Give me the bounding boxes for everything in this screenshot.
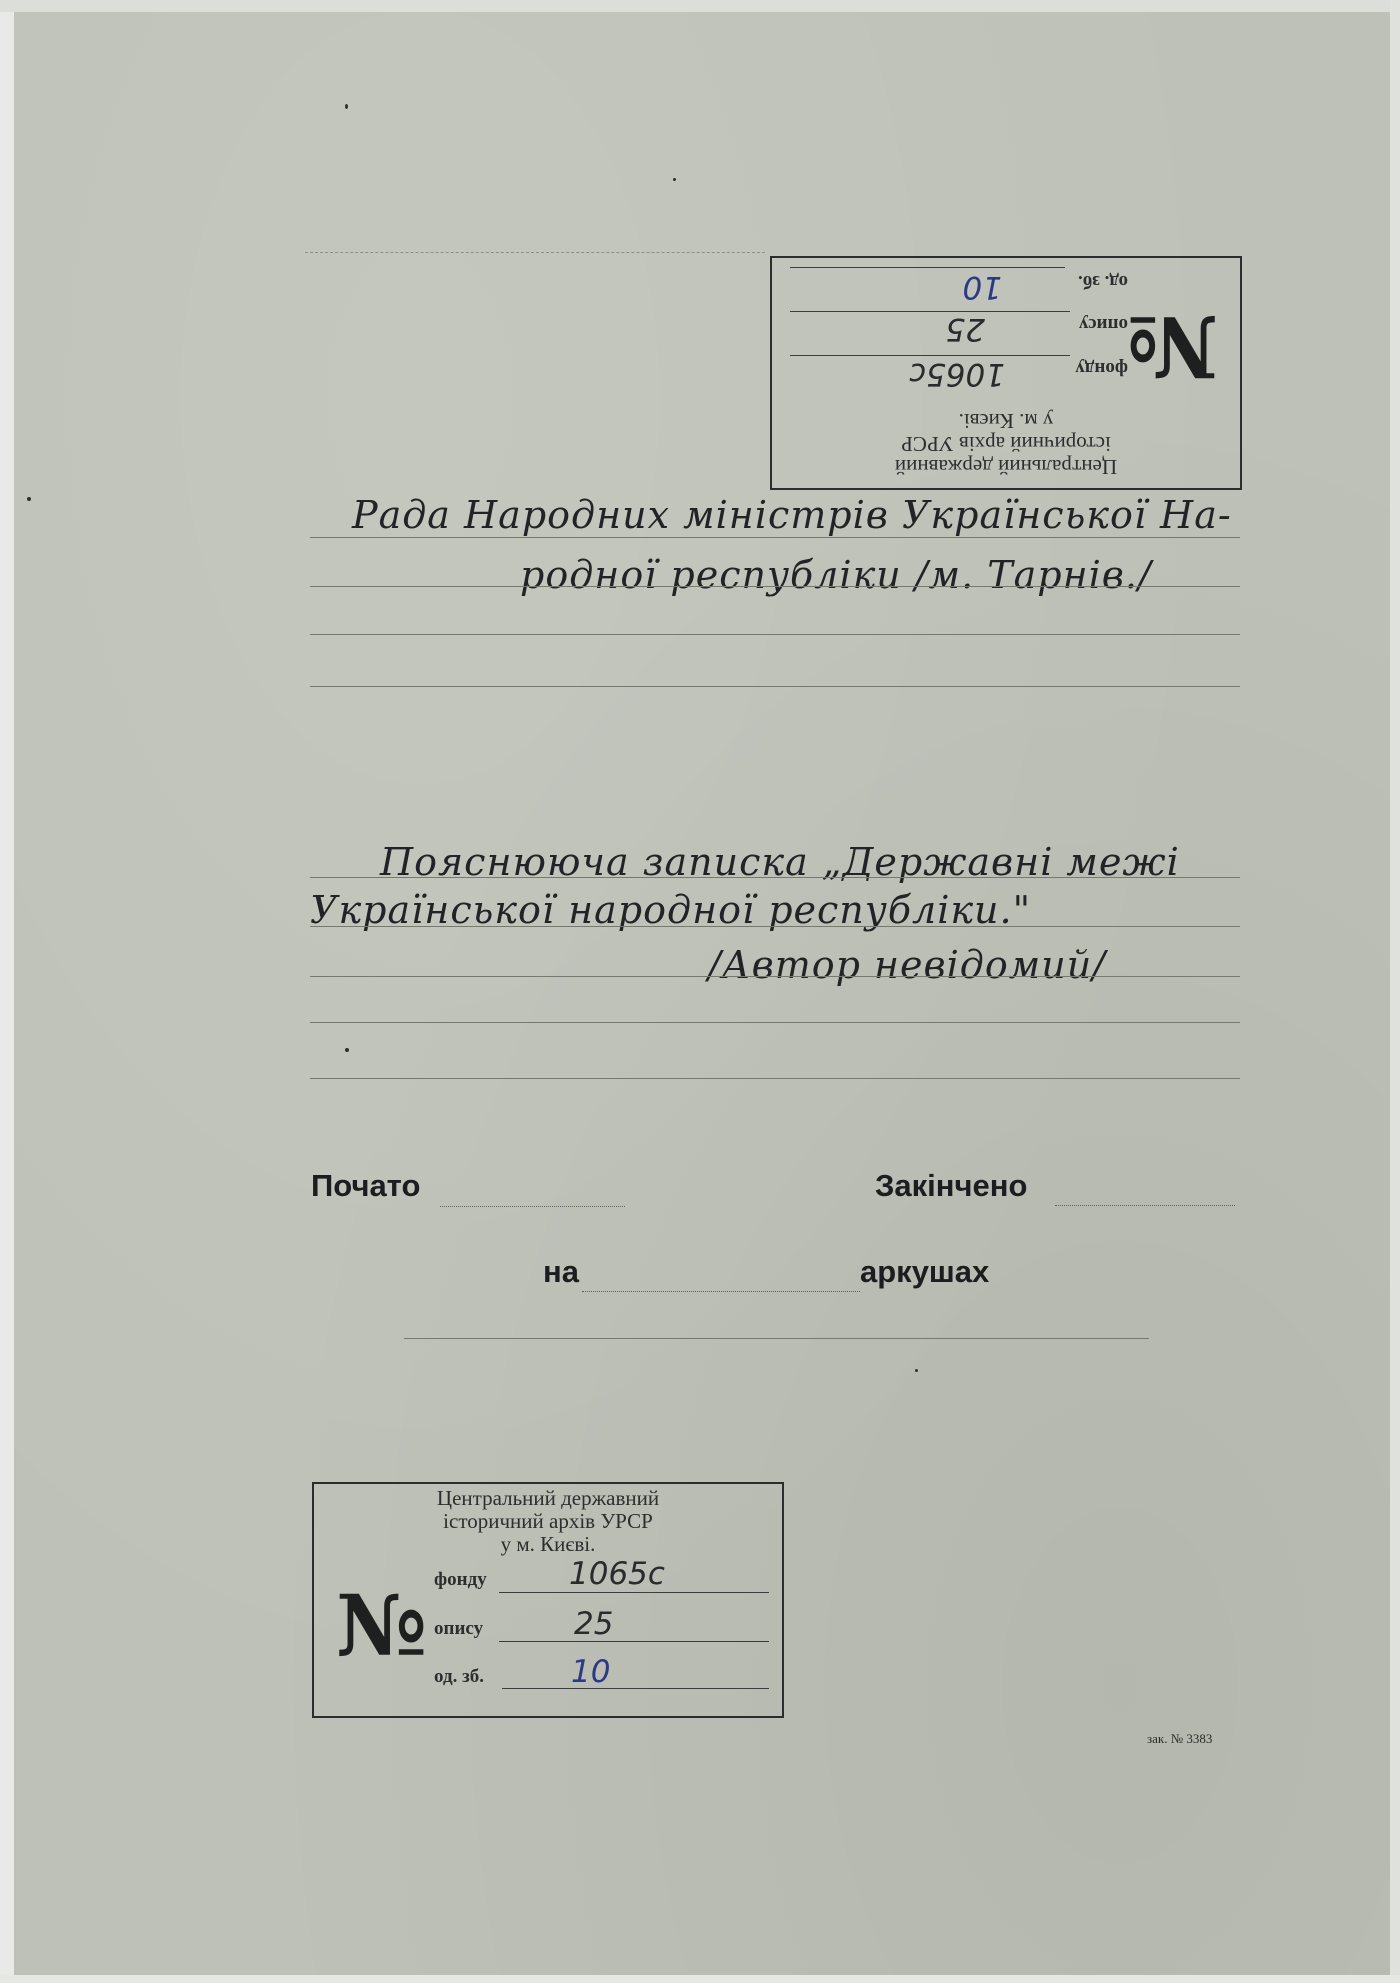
file-title-line3: /Автор невідомий/ — [708, 943, 1107, 987]
separator-rule — [404, 1338, 1149, 1339]
stamp-header-line3: у м. Києві. — [958, 409, 1054, 433]
fund-title-rule2 — [310, 586, 1240, 587]
paper-edge-left — [0, 0, 14, 1983]
stamp-sprava-value: 10 — [962, 269, 1002, 305]
file-title-line1: Пояснююча записка „Державні межі — [380, 840, 1180, 884]
number-sign-icon: № — [336, 1576, 428, 1675]
paper-edge-right — [1390, 0, 1400, 1983]
stamp-sprava-value: 10 — [571, 1654, 611, 1690]
file-title-rule2 — [310, 926, 1240, 927]
stamp-header-line2: історичний архів УРСР — [443, 1509, 653, 1533]
fund-title-line1: Рада Народних міністрів Української На- — [352, 493, 1232, 537]
stamp-sprava-line — [790, 267, 1065, 268]
paper-speck — [915, 1369, 918, 1372]
stamp-header-line1: Центральний державний — [894, 455, 1118, 479]
paper-edge-top — [0, 0, 1400, 12]
stamp-fond-value: 1065с — [909, 356, 1005, 392]
stamp-fond-line — [790, 355, 1070, 356]
stamp-sprava-label: од. зб. — [1078, 271, 1128, 292]
fund-title-rule3 — [310, 634, 1240, 635]
stamp-fond-label: фонду — [434, 1569, 487, 1590]
stamp-sprava-label: од. зб. — [434, 1666, 484, 1687]
paper-speck — [27, 497, 31, 501]
stamp-opys-value: 25 — [574, 1606, 614, 1642]
fund-title-rule4 — [310, 686, 1240, 687]
stamp-fond-label: фонду — [1075, 358, 1128, 379]
file-title-rule4 — [310, 1022, 1240, 1023]
started-label: Почато — [311, 1168, 421, 1203]
stamp-opys-label: опису — [1078, 314, 1128, 335]
finished-value-line — [1055, 1205, 1235, 1206]
stamp-header-line3: у м. Києві. — [500, 1532, 596, 1556]
stamp-opys-label: опису — [434, 1618, 484, 1639]
stamp-opys-line — [790, 311, 1070, 312]
on-label: на — [543, 1254, 579, 1289]
paper-speck — [673, 178, 676, 181]
stamp-sprava-line — [502, 1688, 769, 1689]
fund-title-rule1 — [310, 537, 1240, 538]
stamp-opys-line — [499, 1641, 769, 1642]
faint-top-rule — [305, 252, 765, 253]
finished-label: Закінчено — [875, 1168, 1028, 1203]
fund-title-line2: родної республіки /м. Тарнів./ — [520, 553, 1152, 597]
started-value-line — [440, 1206, 625, 1207]
file-title-rule1 — [310, 877, 1240, 878]
sheets-label: аркушах — [860, 1254, 990, 1289]
number-sign-icon: № — [1126, 297, 1218, 396]
paper-speck — [345, 1048, 349, 1052]
file-title-line2: Української народної республіки." — [310, 888, 1032, 932]
stamp-header-line1: Центральний державний — [436, 1486, 660, 1510]
sheets-count-line — [582, 1291, 860, 1292]
paper-speck — [345, 104, 348, 109]
archive-stamp — [312, 1482, 784, 1718]
stamp-opys-value: 25 — [945, 311, 985, 347]
file-title-rule5 — [310, 1078, 1240, 1079]
stamp-fond-value: 1065с — [569, 1556, 665, 1592]
file-title-rule3 — [310, 976, 1240, 977]
paper-edge-bottom — [0, 1975, 1400, 1983]
archive-stamp-inverted — [770, 256, 1242, 490]
stamp-header-line2: історичний архів УРСР — [901, 432, 1111, 456]
stamp-fond-line — [499, 1592, 769, 1593]
print-order-number: зак. № 3383 — [1147, 1731, 1213, 1746]
